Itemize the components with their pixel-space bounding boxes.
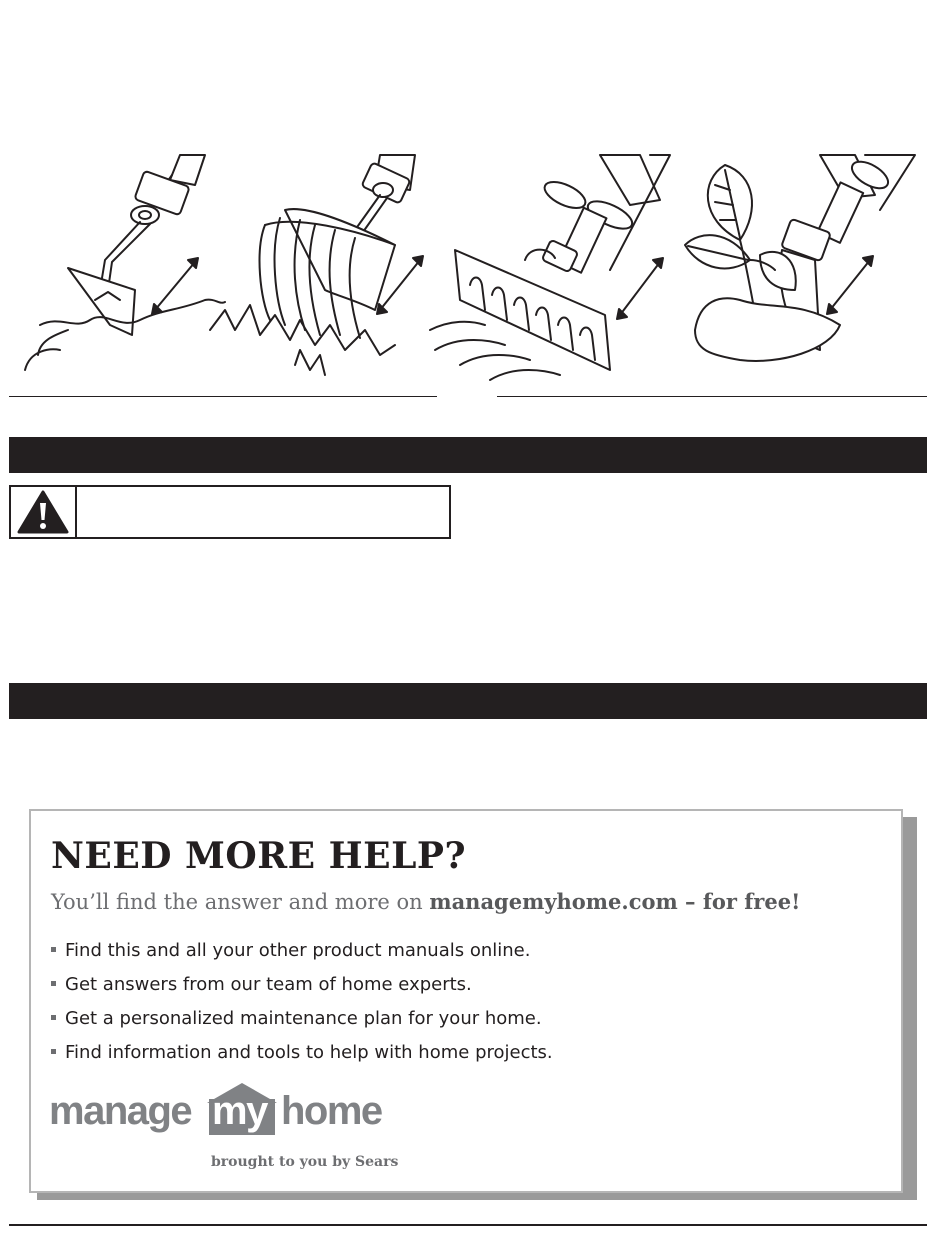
- logo-word-my: my: [212, 1089, 267, 1133]
- bullet-icon: [51, 1015, 56, 1020]
- cultivator-weeder-icon: [680, 150, 930, 390]
- help-box: [29, 809, 903, 1193]
- logo-byline: brought to you by Sears: [211, 1154, 399, 1170]
- warning-triangle-icon: [13, 488, 73, 536]
- illustration-rule-left: [9, 396, 437, 397]
- warning-icon-cell: [11, 487, 77, 537]
- section-header-bar-2: [9, 683, 927, 719]
- help-title: NEED MORE HELP?: [51, 835, 467, 877]
- help-subtitle-link[interactable]: managemyhome.com – for free!: [429, 889, 801, 914]
- cultivator-fork-icon: [205, 150, 435, 390]
- help-list-item: Find information and tools to help with home projects.: [51, 1040, 553, 1074]
- logo-word-manage: manage: [49, 1089, 192, 1133]
- help-list-item: Get a personalized maintenance plan for your home.: [51, 1006, 553, 1040]
- logo-word-home: home: [281, 1089, 382, 1133]
- illustration-rule-right: [497, 396, 927, 397]
- help-subtitle-lead: You’ll find the answer and more on: [51, 890, 430, 914]
- section-header-bar: [9, 437, 927, 473]
- warning-box: [9, 485, 451, 539]
- cultivator-rake-icon: [430, 150, 680, 390]
- help-list: [51, 938, 553, 1074]
- bullet-icon: [51, 947, 56, 952]
- help-subtitle: [51, 889, 800, 914]
- managemyhome-logo: [49, 1083, 409, 1143]
- help-list-item: Find this and all your other product manuals online.: [51, 938, 553, 972]
- bullet-icon: [51, 1049, 56, 1054]
- footer-rule: [9, 1224, 927, 1226]
- help-list-item: Get answers from our team of home experts.: [51, 972, 553, 1006]
- bullet-icon: [51, 981, 56, 986]
